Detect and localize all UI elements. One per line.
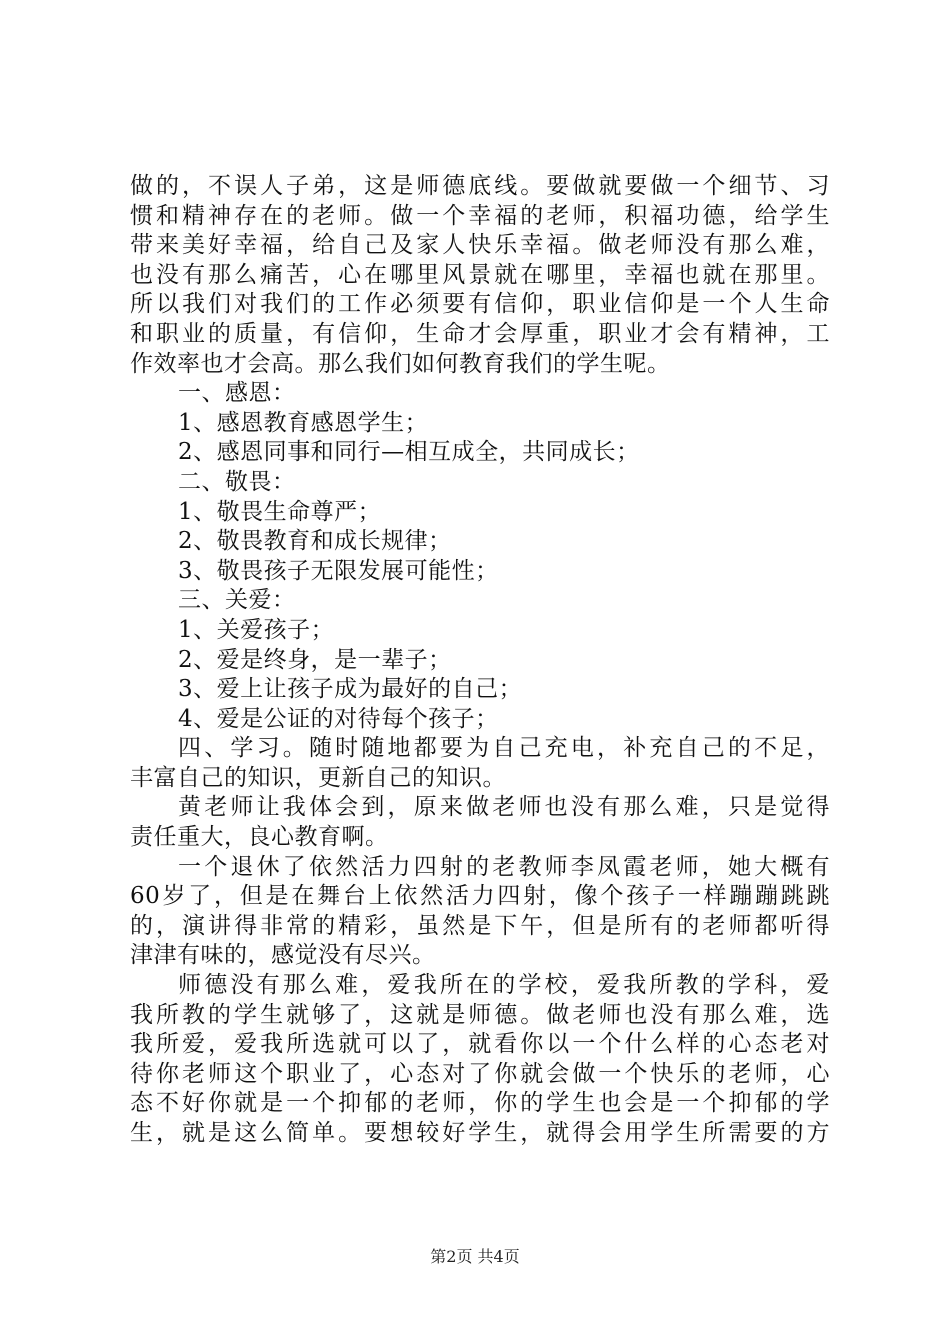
text-line: 1、感恩教育感恩学生；	[178, 409, 429, 436]
text-line: 丰富自己的知识，更新自己的知识。	[130, 764, 506, 791]
text-line: 作效率也才会高。那么我们如何教育我们的学生呢。	[130, 350, 671, 377]
text-line: 一个退休了依然活力四射的老教师李凤霞老师，她大概有	[178, 853, 830, 880]
text-line: 所以我们对我们的工作必须要有信仰，职业信仰是一个人生命	[130, 291, 830, 318]
text-line: 3、爱上让孩子成为最好的自己；	[178, 676, 523, 703]
text-line: 4、爱是公证的对待每个孩子；	[178, 705, 499, 732]
text-line: 惯和精神存在的老师。做一个幸福的老师，积福功德，给学生	[130, 202, 830, 229]
text-line: 的，演讲得非常的精彩，虽然是下午，但是所有的老师都听得	[130, 912, 830, 939]
text-line: 带来美好幸福，给自己及家人快乐幸福。做老师没有那么难，	[130, 232, 830, 259]
text-line: 津津有味的，感觉没有尽兴。	[130, 942, 436, 969]
text-line: 责任重大，良心教育啊。	[130, 824, 389, 851]
text-line: 生，就是这么简单。要想较好学生，就得会用学生所需要的方	[130, 1120, 830, 1146]
text-line: 60岁了，但是在舞台上依然活力四射，像个孩子一样蹦蹦跳跳	[130, 883, 830, 910]
text-line: 2、感恩同事和同行—相互成全，共同成长；	[178, 439, 640, 466]
text-line: 3、敬畏孩子无限发展可能性；	[178, 557, 499, 584]
text-line: 一、感恩：	[178, 380, 296, 407]
text-line: 我所爱，爱我所选就可以了，就看你以一个什么样的心态老对	[130, 1031, 830, 1058]
text-line: 师德没有那么难，爱我所在的学校，爱我所教的学科，爱	[178, 972, 830, 999]
text-line: 1、敬畏生命尊严；	[178, 498, 382, 525]
document-body	[130, 172, 830, 1149]
text-line: 态不好你就是一个抑郁的老师，你的学生也会是一个抑郁的学	[130, 1090, 830, 1117]
text-line: 黄老师让我体会到，原来做老师也没有那么难，只是觉得	[178, 794, 830, 821]
text-line: 三、关爱：	[178, 587, 296, 614]
text-line: 我所教的学生就够了，这就是师德。做老师也没有那么难，选	[130, 1001, 830, 1028]
text-line: 和职业的质量，有信仰，生命才会厚重，职业才会有精神，工	[130, 320, 830, 347]
text-line: 待你老师这个职业了，心态对了你就会做一个快乐的老师，心	[130, 1060, 830, 1087]
text-line: 二、敬畏：	[178, 468, 296, 495]
text-line: 也没有那么痛苦，心在哪里风景就在哪里，幸福也就在那里。	[130, 261, 830, 288]
text-line: 2、敬畏教育和成长规律；	[178, 528, 452, 555]
text-line: 四、学习。随时随地都要为自己充电，补充自己的不足，	[178, 735, 830, 762]
page-footer: 第2页 共4页	[430, 1247, 520, 1266]
text-line: 1、关爱孩子；	[178, 616, 335, 643]
text-line: 做的，不误人子弟，这是师德底线。要做就要做一个细节、习	[130, 173, 830, 199]
text-line: 2、爱是终身，是一辈子；	[178, 646, 452, 673]
